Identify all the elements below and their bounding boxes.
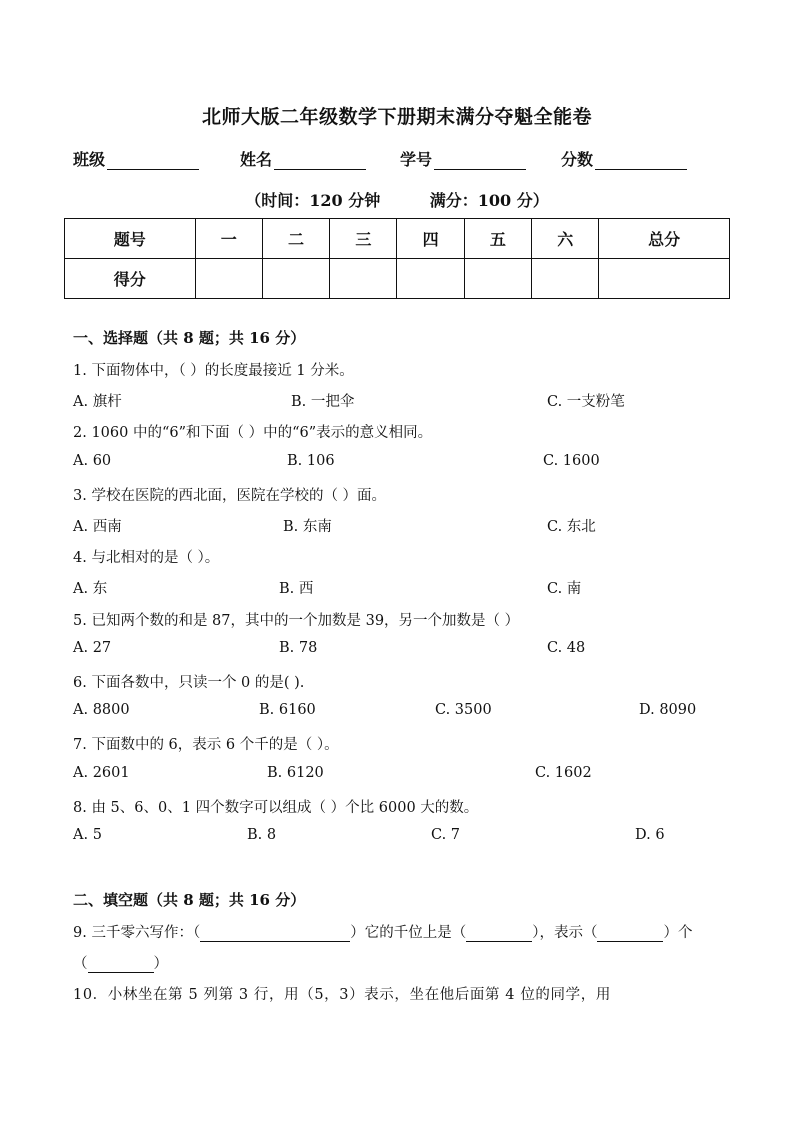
option-a[interactable]: A. 2601 (73, 765, 130, 781)
time-limit: （时间：120 分钟 (245, 191, 381, 210)
score-cell[interactable] (599, 259, 730, 299)
score-cell[interactable] (262, 259, 329, 299)
question-text: 2. 1060 中的“6”和下面（ ）中的“6”表示的意义相同。 (73, 425, 433, 441)
answer-blank[interactable] (466, 925, 532, 942)
option-c[interactable]: C. 1600 (543, 453, 600, 469)
answer-blank[interactable] (200, 925, 350, 942)
q9-open: （ (73, 956, 88, 972)
q9-part: ）个 (663, 925, 693, 941)
q9-part: ），表示（ (532, 925, 598, 941)
question-9 (73, 921, 692, 942)
option-a[interactable]: A. 旗杆 (73, 394, 122, 410)
option-c[interactable]: C. 1602 (535, 765, 592, 781)
option-a[interactable]: A. 西南 (73, 519, 122, 535)
score-header-cell: 四 (397, 219, 464, 259)
option-b[interactable]: B. 8 (247, 827, 277, 843)
answer-blank[interactable] (597, 925, 663, 942)
score-header-cell: 题号 (65, 219, 196, 259)
score-header-cell: 三 (330, 219, 397, 259)
question-text: 6. 下面各数中，只读一个 0 的是( ). (73, 675, 305, 691)
option-c[interactable]: C. 一支粉笔 (547, 394, 625, 410)
section-heading: 二、填空题（共 8 题；共 16 分） (73, 891, 306, 909)
question-text: 8. 由 5、6、0、1 四个数字可以组成（ ）个比 6000 大的数。 (73, 800, 479, 816)
option-c[interactable]: C. 7 (431, 827, 461, 843)
score-header-cell: 五 (464, 219, 531, 259)
score-cell[interactable] (532, 259, 599, 299)
option-a[interactable]: A. 27 (73, 640, 112, 656)
score-cell[interactable] (397, 259, 464, 299)
id-blank[interactable] (434, 151, 526, 170)
name-blank[interactable] (274, 151, 366, 170)
score-blank[interactable] (595, 151, 687, 170)
id-label: 学号 (400, 150, 433, 169)
student-info-row (73, 147, 733, 171)
score-header-cell: 一 (195, 219, 262, 259)
question-text: 10．小林坐在第 5 列第 3 行，用（5，3）表示，坐在他后面第 4 位的同学，用 (73, 987, 611, 1003)
score-header-cell: 二 (262, 219, 329, 259)
time-info (0, 188, 794, 211)
page-title: 北师大版二年级数学下册期末满分夺魁全能卷 (201, 106, 592, 128)
score-table (64, 218, 730, 299)
question-9-line2 (73, 952, 168, 973)
option-c[interactable]: C. 3500 (435, 702, 492, 718)
score-field (561, 147, 687, 170)
class-field (73, 147, 199, 170)
option-b[interactable]: B. 东南 (283, 519, 332, 535)
score-cell[interactable] (464, 259, 531, 299)
option-a[interactable]: A. 5 (73, 827, 102, 843)
score-cell[interactable] (195, 259, 262, 299)
option-c[interactable]: C. 48 (547, 640, 586, 656)
option-c[interactable]: C. 南 (547, 581, 582, 597)
option-b[interactable]: B. 78 (279, 640, 318, 656)
score-table-score-row (65, 259, 730, 299)
option-d[interactable]: D. 8090 (639, 702, 697, 718)
question-text: 3. 学校在医院的西北面，医院在学校的（ ）面。 (73, 488, 387, 504)
question-text: 1. 下面物体中，（ ）的长度最接近 1 分米。 (73, 363, 354, 379)
option-a[interactable]: A. 60 (73, 453, 112, 469)
score-row-label: 得分 (65, 259, 196, 299)
score-table-header-row (65, 219, 730, 259)
question-text: 4. 与北相对的是（ ）。 (73, 550, 220, 566)
option-b[interactable]: B. 6160 (259, 702, 316, 718)
question-text: 5. 已知两个数的和是 87，其中的一个加数是 39，另一个加数是（ ） (73, 613, 520, 629)
option-b[interactable]: B. 6120 (267, 765, 324, 781)
class-blank[interactable] (107, 151, 199, 170)
q9-part: ）它的千位上是（ (350, 925, 467, 941)
answer-blank[interactable] (88, 956, 154, 973)
id-field (400, 147, 526, 170)
option-b[interactable]: B. 西 (279, 581, 314, 597)
q9-part: 9. 三千零六写作：（ (73, 925, 201, 941)
q9-close: ） (153, 956, 168, 972)
name-field (240, 147, 366, 170)
option-a[interactable]: A. 东 (73, 581, 108, 597)
option-c[interactable]: C. 东北 (547, 519, 596, 535)
option-b[interactable]: B. 一把伞 (291, 394, 355, 410)
class-label: 班级 (73, 150, 106, 169)
option-b[interactable]: B. 106 (287, 453, 335, 469)
full-score: 满分：100 分） (429, 191, 549, 210)
score-cell[interactable] (330, 259, 397, 299)
section-heading: 一、选择题（共 8 题；共 16 分） (73, 329, 306, 347)
question-text: 7. 下面数中的 6，表示 6 个千的是（ ）。 (73, 737, 339, 753)
score-label: 分数 (561, 150, 594, 169)
option-a[interactable]: A. 8800 (73, 702, 130, 718)
score-header-cell: 总分 (599, 219, 730, 259)
name-label: 姓名 (240, 150, 273, 169)
option-d[interactable]: D. 6 (635, 827, 665, 843)
score-header-cell: 六 (532, 219, 599, 259)
